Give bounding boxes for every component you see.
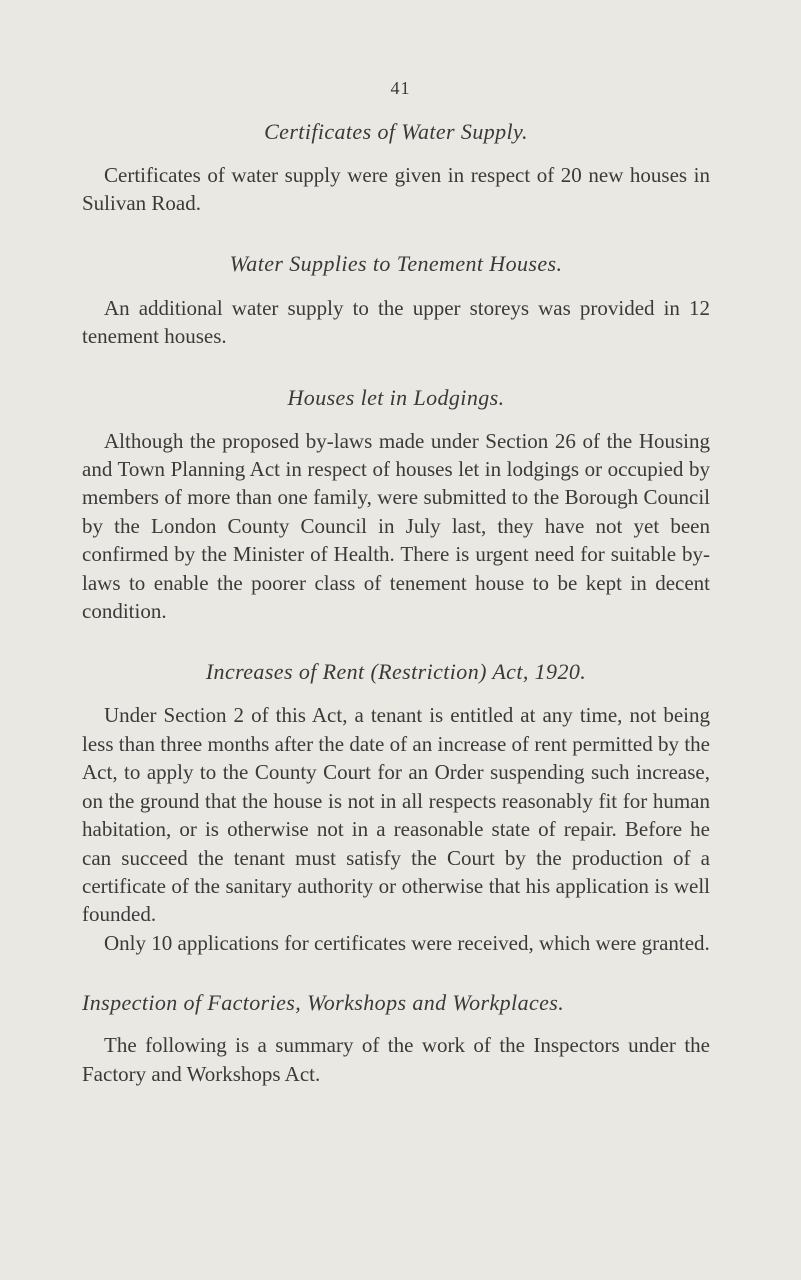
paragraph: Certificates of water supply were given in respect of 20 new houses in Sulivan Road. bbox=[82, 163, 710, 216]
section-heading: Water Supplies to Tenement Houses. bbox=[229, 250, 563, 276]
paragraph: The following is a summary of the work of the Inspectors under the Factory and Workshops Act. bbox=[82, 1033, 710, 1086]
section-water-supplies-tenement bbox=[82, 250, 710, 351]
section-heading: Increases of Rent (Restriction) Act, 1920. bbox=[205, 659, 587, 685]
section-heading: Certificates of Water Supply. bbox=[264, 119, 528, 144]
page-body bbox=[82, 118, 710, 1088]
paragraph: Under Section 2 of this Act, a tenant is entitled at any time, not being less than three months after the date of an increase of rent permitted by the Act, to apply to the County Court for an Order suspending such increase, on the ground that the house is not in all respects reasonably fit for human habitation, or is otherwise not in a reasonable state of repair. Before he can succeed the tenant must satisfy the Court by the production of a certificate of the sanitary authority or otherwise that his application is well founded. bbox=[82, 703, 710, 927]
section-rent-restriction-act bbox=[82, 658, 710, 957]
section-houses-let-lodgings bbox=[82, 384, 710, 626]
paragraph: Only 10 applications for certificates were received, which were granted. bbox=[104, 930, 710, 955]
section-inspection-factories bbox=[82, 989, 710, 1088]
paragraph: An additional water supply to the upper storeys was provided in 12 tenement houses. bbox=[82, 295, 710, 349]
section-certificates-water-supply bbox=[82, 118, 710, 218]
section-heading: Inspection of Factories, Workshops and Workplaces. bbox=[82, 990, 565, 1016]
section-heading: Houses let in Lodgings. bbox=[287, 384, 505, 410]
paragraph: Although the proposed by-laws made under Section 26 of the Housing and Town Planning Act in respect of houses let in lodgings or occupied by members of more than one family, were submitted to the Borough Council by the London County Council in July last, they have not yet been confirmed by the Minister of Health. There is urgent need for suitable by-laws to enable the poorer class of tenement house to be kept in decent condition. bbox=[82, 428, 710, 624]
page-number: 41 bbox=[390, 78, 411, 98]
